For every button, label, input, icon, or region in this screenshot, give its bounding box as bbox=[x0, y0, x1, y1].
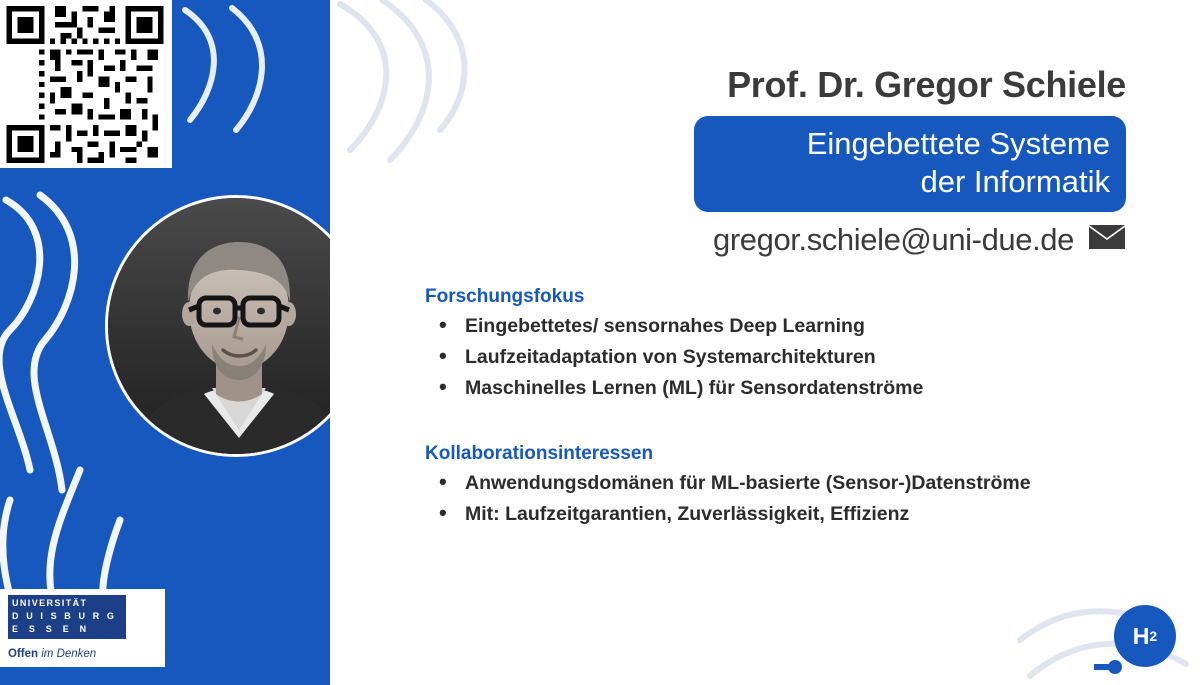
department-badge bbox=[694, 116, 1126, 212]
university-tagline-bold: Offen bbox=[8, 648, 39, 660]
collaboration-list bbox=[425, 469, 1125, 528]
list-item: • Eingebettetes/ sensornahes Deep Learning bbox=[425, 312, 1125, 340]
university-logo-bar bbox=[8, 595, 126, 639]
university-logo-line2: D U I S B U R G bbox=[12, 611, 117, 621]
page-title: Prof. Dr. Gregor Schiele bbox=[727, 64, 1126, 105]
email-row[interactable] bbox=[713, 222, 1126, 258]
university-logo-line3: E S S E N bbox=[12, 624, 91, 634]
university-logo-line1: UNIVERSITÄT bbox=[12, 598, 88, 608]
university-logo bbox=[0, 589, 165, 667]
university-tagline bbox=[8, 648, 157, 660]
collaboration-section-title: Kollaborationsinteressen bbox=[425, 443, 654, 464]
department-line-1: Eingebettete Systeme bbox=[806, 126, 1110, 161]
content-area bbox=[330, 0, 1200, 685]
plug-icon bbox=[1094, 659, 1122, 675]
qr-code[interactable] bbox=[6, 6, 164, 163]
email-address[interactable]: gregor.schiele@uni-due.de bbox=[713, 222, 1074, 257]
research-list bbox=[425, 312, 1125, 402]
h2-badge-label: H bbox=[1132, 622, 1150, 649]
university-tagline-italic: im Denken bbox=[41, 648, 97, 660]
research-section-title: Forschungsfokus bbox=[425, 286, 585, 307]
h2-badge bbox=[1114, 605, 1176, 667]
collaboration-section bbox=[425, 443, 1125, 528]
left-blue-panel bbox=[0, 0, 330, 685]
envelope-icon bbox=[1088, 224, 1126, 256]
list-item: • Laufzeitadaptation von Systemarchitekturen bbox=[425, 343, 1125, 371]
qr-code-icon bbox=[6, 6, 164, 163]
list-item: • Anwendungsdomänen für ML-basierte (Sensor-)Datenströme bbox=[425, 469, 1125, 497]
research-section bbox=[425, 286, 1125, 402]
department-line-2: der Informatik bbox=[920, 164, 1110, 199]
h2-badge-subscript: 2 bbox=[1149, 628, 1158, 644]
list-item: • Mit: Laufzeitgarantien, Zuverlässigkeit, Effizienz bbox=[425, 500, 1125, 528]
list-item: • Maschinelles Lernen (ML) für Sensordatenströme bbox=[425, 374, 1125, 402]
